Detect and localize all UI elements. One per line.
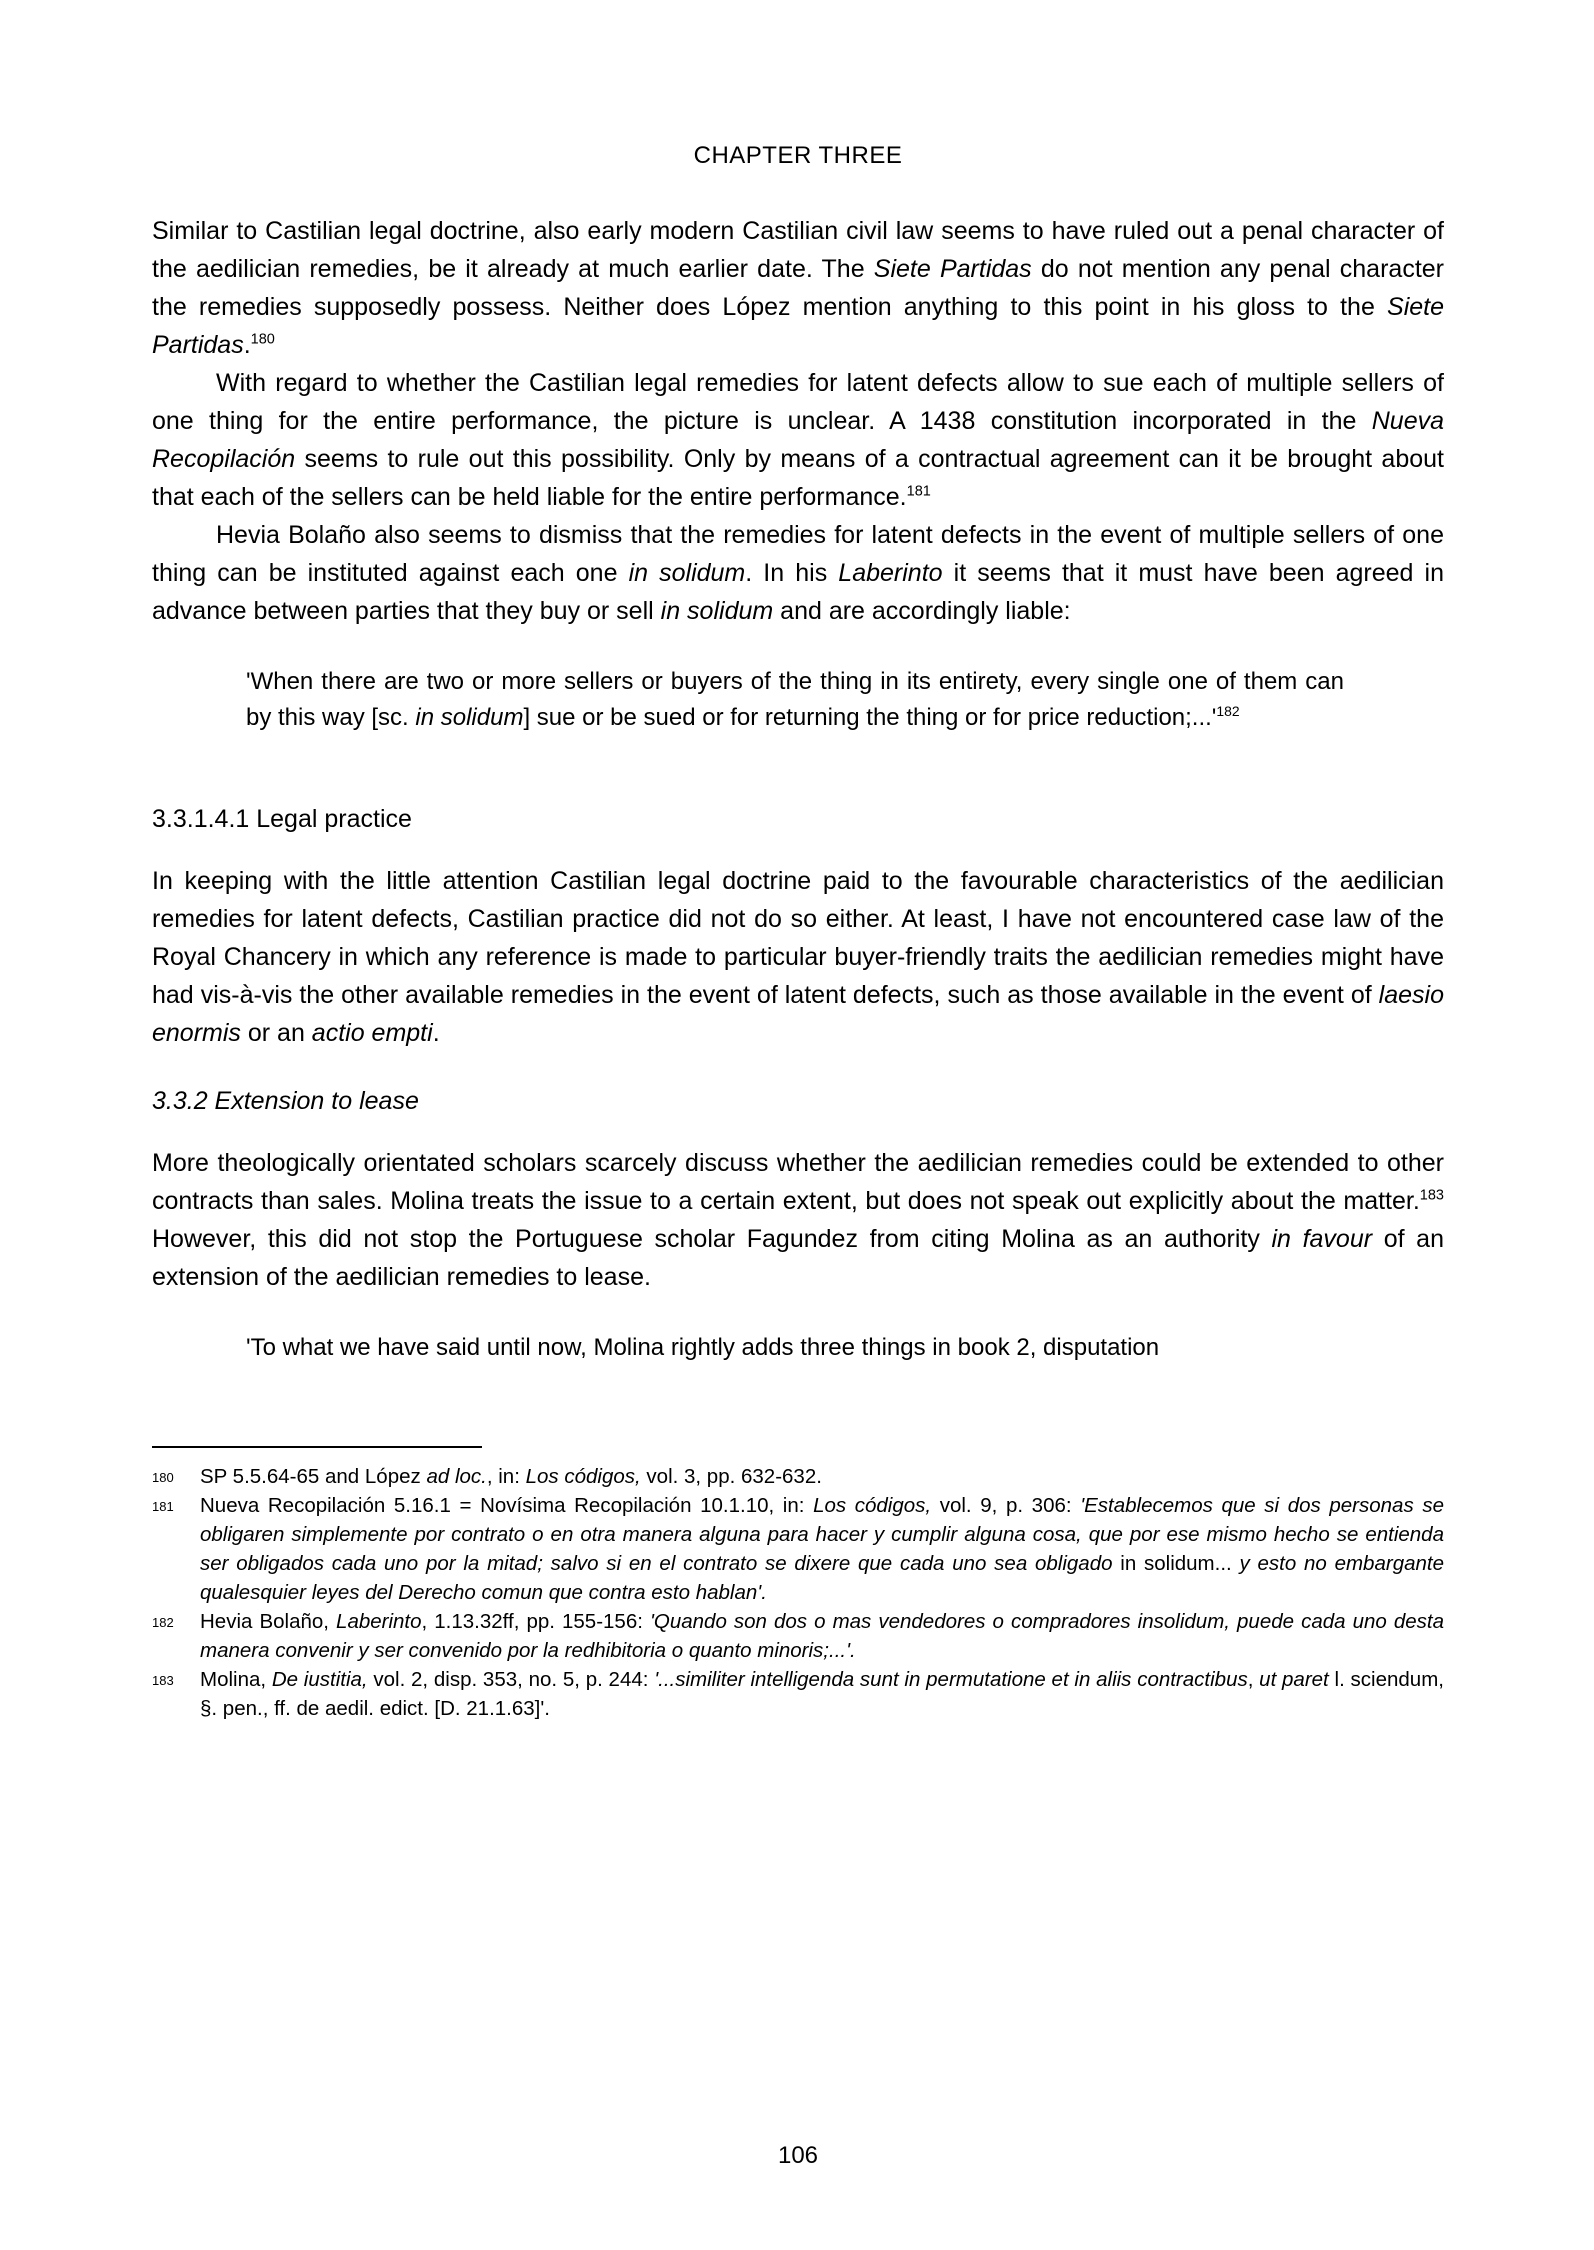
footnote-number: 180 <box>152 1470 174 1485</box>
footnote-text: Hevia Bolaño, Laberinto, 1.13.32ff, pp. 155-156: 'Quando son dos o mas vendedores o compradores insolidum, puede cada uno desta manera convenir y ser convenido por la redhibitoria o quanto minoris;...'. <box>200 1610 1444 1662</box>
footnote-text: SP 5.5.64-65 and López ad loc., in: Los códigos, vol. 3, pp. 632-632. <box>200 1465 822 1488</box>
body-paragraph: In keeping with the little attention Castilian legal doctrine paid to the favourable characteristics of the aedilician remedies for latent defects, Castilian practice did not do so either. At least, I have not encountered case law of the Royal Chancery in which any reference is made to particular buyer-friendly traits the aedilician remedies might have had vis-à-vis the other available remedies in the event of latent defects, such as those available in the event of laesio enormis or an actio empti. <box>152 867 1444 1047</box>
body-paragraph: Hevia Bolaño also seems to dismiss that the remedies for latent defects in the event of multiple sellers of one thing can be instituted against each one in solidum. In his Laberinto it seems that it must have been agreed in advance between parties that they buy or sell in solidum and are accordingly liable: <box>152 521 1444 625</box>
footnotes-section <box>152 1462 1444 1723</box>
block-quote: 'To what we have said until now, Molina rightly adds three things in book 2, disputation <box>246 1334 1160 1361</box>
footnote-separator <box>152 1446 482 1448</box>
body-paragraph: With regard to whether the Castilian legal remedies for latent defects allow to sue each of multiple sellers of one thing for the entire performance, the picture is unclear. A 1438 constitution incorporated in the Nueva Recopilación seems to rule out this possibility. Only by means of a contractual agreement can it be brought about that each of the sellers can be held liable for the entire performance.$^{181}$ <box>152 369 1444 511</box>
block-quote: 'When there are two or more sellers or buyers of the thing in its entirety, every single one of them can by this way [sc. in solidum] sue or be sued or for returning the thing or for price $reduction;...'^{182}$ <box>246 668 1344 731</box>
footnote-number: 181 <box>152 1499 174 1514</box>
footnote-number: 182 <box>152 1615 174 1630</box>
footnote <box>152 1607 1444 1665</box>
page-number: 106 <box>777 2142 819 2169</box>
section-heading-legal-practice: 3.3.1.4.1 Legal practice <box>152 805 412 833</box>
chapter-header: CHAPTER THREE <box>693 142 903 169</box>
body-paragraph: Similar to Castilian legal doctrine, also early modern Castilian civil law seems to have ruled out a penal character of the aedilician remedies, be it already at much earlier date. The Siete Partidas do not mention any penal character the remedies supposedly possess. Neither does López mention anything to this point in his gloss to the Siete Partidas.$^{180}$ <box>152 217 1444 359</box>
footnote <box>152 1491 1444 1607</box>
footnote-text: Molina, De iustitia, vol. 2, disp. 353, no. 5, p. 244: '...similiter intelligenda sunt in permutatione et in aliis contractibus, ut paret l. sciendum, §. pen., ff. de aedil. edict. [D. 21.1.63]'. <box>200 1668 1444 1720</box>
footnote <box>152 1462 1444 1491</box>
section-heading-extension-to-lease: 3.3.2 Extension to lease <box>152 1087 419 1115</box>
body-paragraph: More theologically orientated scholars scarcely discuss whether the aedilician remedies could be extended to other contracts than sales. Molina treats the issue to a certain extent, but does not speak out explicitly about the matter.$^{183}$ However, this did not stop the Portuguese scholar Fagundez from citing Molina as an authority in favour of an extension of the aedilician remedies to lease. <box>152 1149 1444 1291</box>
footnote-number: 183 <box>152 1673 174 1688</box>
footnote-text: Nueva Recopilación 5.16.1 = Novísima Recopilación 10.1.10, in: Los códigos, vol. 9, p. 306: 'Establecemos que si dos personas se obligaren simplemente por contrato o en otra manera alguna para hacer y cumplir alguna cosa, que por ese mismo hecho se entienda ser obligados cada uno por la mitad; salvo si en el contrato se dixere que cada uno sea obligado in solidum... y esto no embargante qualesquier leyes del Derecho comun que contra esto hablan'. <box>200 1494 1444 1604</box>
footnote <box>152 1665 1444 1723</box>
